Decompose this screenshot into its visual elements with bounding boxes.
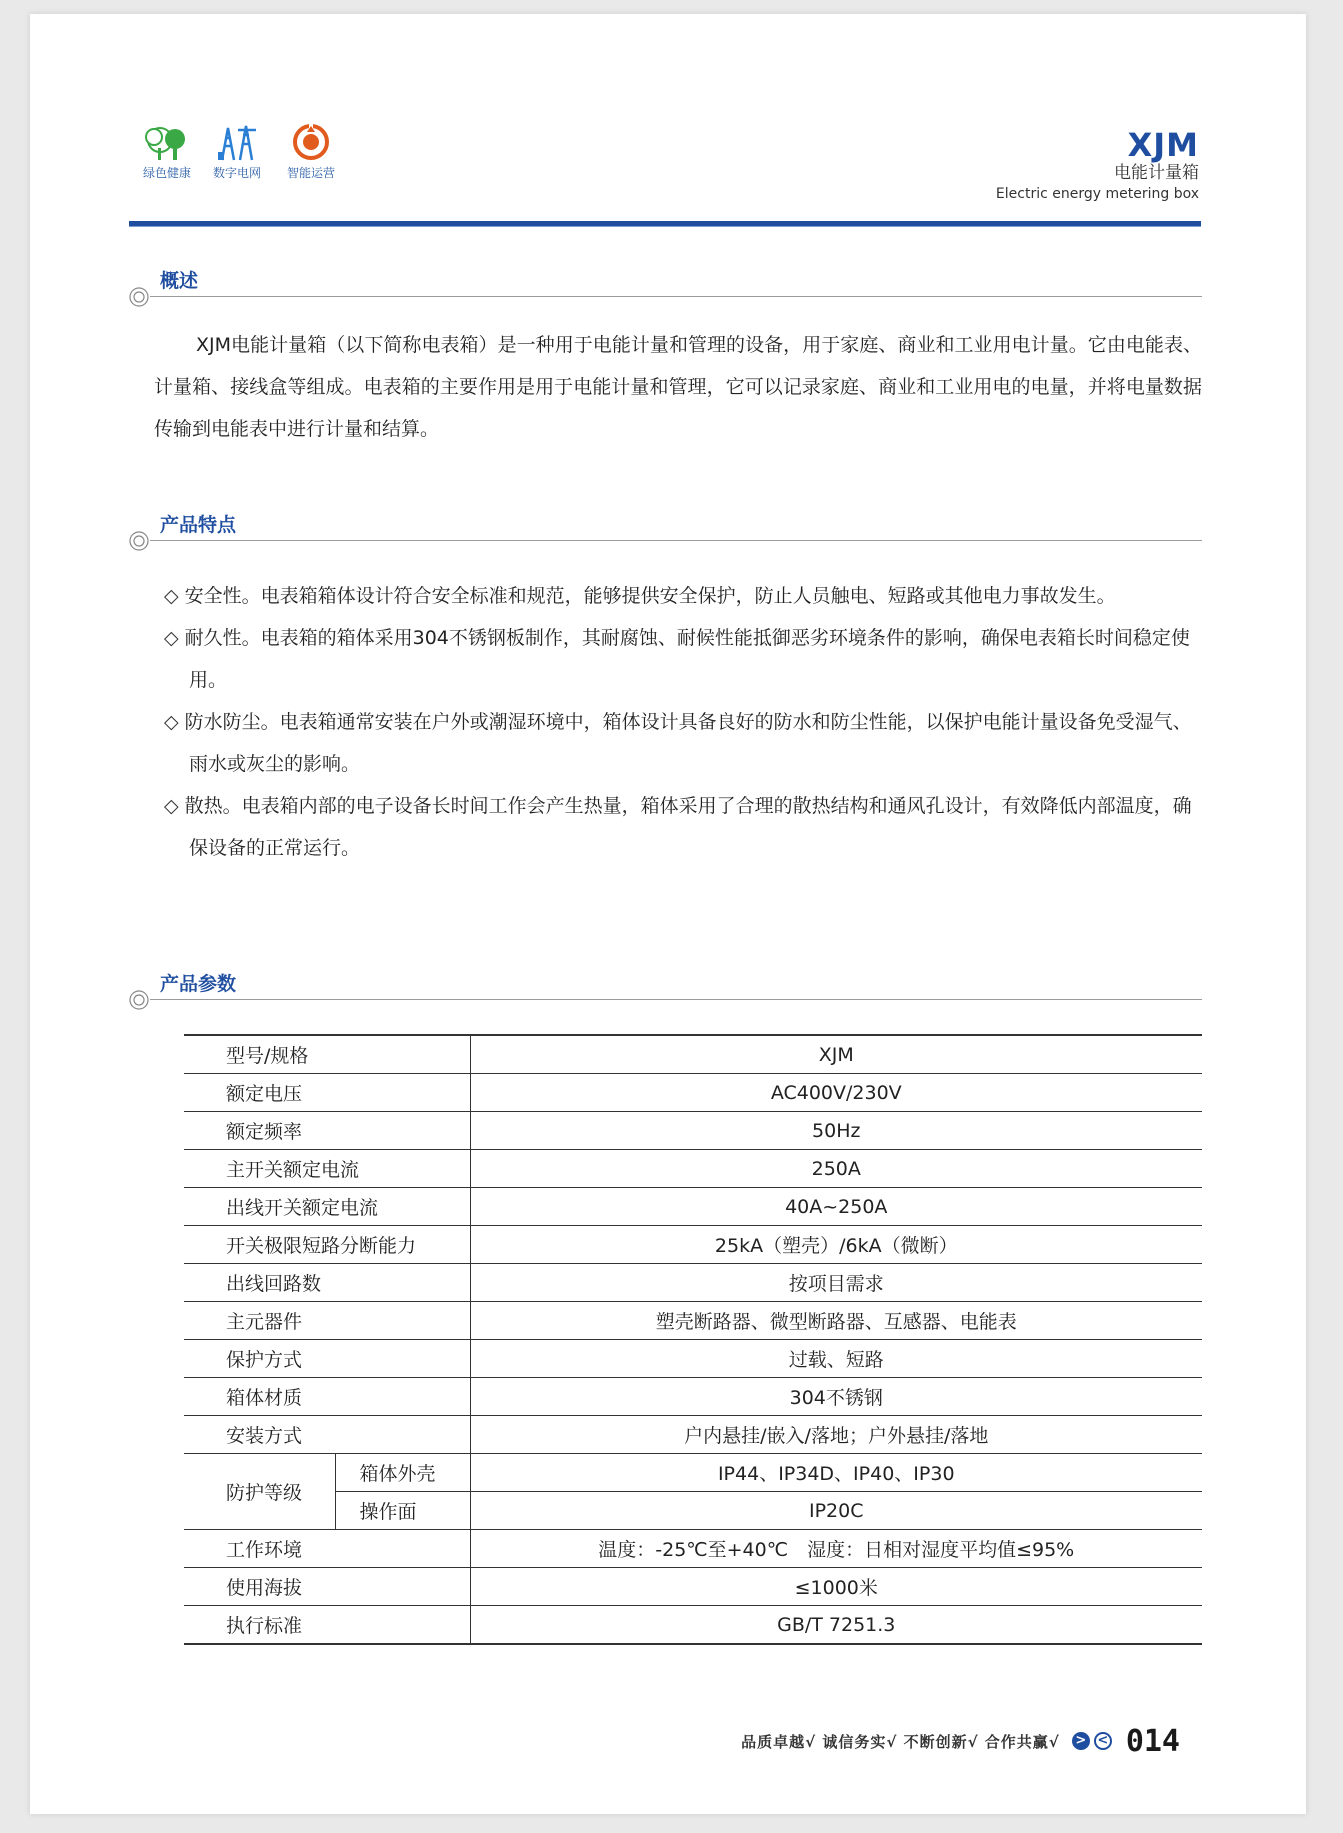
table-row	[184, 1416, 1202, 1454]
table-row	[184, 1454, 1202, 1492]
param-value: GB/T 7251.3	[470, 1606, 1202, 1645]
param-key: 执行标准	[184, 1606, 470, 1645]
param-key: 开关极限短路分断能力	[184, 1226, 470, 1264]
product-name-en: Electric energy metering box	[995, 186, 1199, 202]
tree-icon	[142, 122, 192, 162]
table-row	[184, 1302, 1202, 1340]
param-key: 型号/规格	[184, 1035, 470, 1074]
section-title: 概述	[160, 270, 199, 292]
table-row	[184, 1035, 1202, 1074]
product-brand	[996, 128, 1199, 204]
feature-item: ◇ 防水防尘。电表箱通常安装在户外或潮湿环境中，箱体设计具备良好的防水和防尘性能，以保护电能计量设备免受湿气、雨水或灰尘的影响。	[164, 711, 1192, 775]
page-footer	[741, 1721, 1180, 1761]
overview-heading	[128, 266, 1202, 306]
param-value: 按项目需求	[470, 1264, 1202, 1302]
circle-bullet-icon	[128, 530, 150, 552]
page-number: 014	[1125, 1723, 1180, 1759]
param-key: 安装方式	[184, 1416, 470, 1454]
param-key: 额定频率	[184, 1112, 470, 1150]
table-row	[184, 1606, 1202, 1645]
param-value: 过载、短路	[470, 1340, 1202, 1378]
circle-bullet-icon	[128, 989, 150, 1011]
param-key: 主元器件	[184, 1302, 470, 1340]
param-key: 主开关额定电流	[184, 1150, 470, 1188]
param-value: 50Hz	[470, 1112, 1202, 1150]
footer-motto: 品质卓越√ 诚信务实√ 不断创新√ 合作共赢√	[741, 1732, 1060, 1751]
param-value: 250A	[470, 1150, 1202, 1188]
param-value: 304不锈钢	[470, 1378, 1202, 1416]
param-key: 出线回路数	[184, 1264, 470, 1302]
section-rule	[150, 540, 1202, 541]
features-heading	[128, 510, 1202, 550]
table-row	[184, 1378, 1202, 1416]
feature-list	[160, 575, 1205, 869]
logo-smart-ops	[271, 122, 351, 181]
diamond-icon: ◇	[164, 711, 179, 733]
param-value: IP44、IP34D、IP40、IP30	[470, 1454, 1202, 1492]
param-value: 塑壳断路器、微型断路器、互感器、电能表	[470, 1302, 1202, 1340]
param-value: 40A~250A	[470, 1188, 1202, 1226]
table-row	[184, 1492, 1202, 1530]
param-value: XJM	[470, 1035, 1202, 1074]
params-heading	[128, 969, 1202, 1009]
logo-label: 数字电网	[212, 166, 261, 180]
table-row	[184, 1340, 1202, 1378]
diamond-icon: ◇	[164, 585, 179, 607]
param-key: 出线开关额定电流	[184, 1188, 470, 1226]
logo-label: 绿色健康	[142, 166, 191, 180]
table-row	[184, 1074, 1202, 1112]
header-rule-thin	[129, 226, 1201, 227]
table-row	[184, 1530, 1202, 1568]
param-subkey: 箱体外壳	[335, 1454, 470, 1492]
table-row	[184, 1188, 1202, 1226]
param-value: AC400V/230V	[470, 1074, 1202, 1112]
product-name-cn: 电能计量箱	[1114, 163, 1199, 183]
overview-text: XJM电能计量箱（以下简称电表箱）是一种用于电能计量和管理的设备，用于家庭、商业和工业用电计量。它由电能表、计量箱、接线盒等组成。电表箱的主要作用是用于电能计量和管理，它可以记录家庭、商业和工业用电的电量，并将电量数据传输到电能表中进行计量和结算。	[154, 334, 1202, 440]
param-value: ≤1000米	[470, 1568, 1202, 1606]
param-key: 保护方式	[184, 1340, 470, 1378]
feature-item: ◇ 耐久性。电表箱的箱体采用304不锈钢板制作，其耐腐蚀、耐候性能抵御恶劣环境条件的影响，确保电表箱长时间稳定使用。	[164, 627, 1190, 691]
param-key: 额定电压	[184, 1074, 470, 1112]
table-row	[184, 1112, 1202, 1150]
table-row	[184, 1568, 1202, 1606]
circle-bullet-icon	[128, 286, 150, 308]
param-value: 温度：-25℃至+40℃ 湿度：日相对湿度平均值≤95%	[470, 1530, 1202, 1568]
param-value: IP20C	[470, 1492, 1202, 1530]
next-page-button[interactable]: >	[1072, 1732, 1090, 1750]
logo-green-health	[127, 122, 207, 181]
param-key-protection: 防护等级	[184, 1454, 335, 1530]
param-key: 箱体材质	[184, 1378, 470, 1416]
diamond-icon: ◇	[164, 627, 179, 649]
section-title: 产品参数	[160, 973, 237, 995]
section-title: 产品特点	[160, 514, 237, 536]
param-key: 使用海拔	[184, 1568, 470, 1606]
param-subkey: 操作面	[335, 1492, 470, 1530]
param-value: 25kA（塑壳）/6kA（微断）	[470, 1226, 1202, 1264]
power-tower-icon	[212, 122, 262, 162]
param-value: 户内悬挂/嵌入/落地；户外悬挂/落地	[470, 1416, 1202, 1454]
table-row	[184, 1264, 1202, 1302]
param-key: 工作环境	[184, 1530, 470, 1568]
logo-label: 智能运营	[286, 166, 335, 180]
prev-page-button[interactable]: <	[1094, 1732, 1112, 1750]
logo-digital-grid	[197, 122, 277, 181]
smart-ops-icon	[286, 122, 336, 162]
feature-item: ◇ 散热。电表箱内部的电子设备长时间工作会产生热量，箱体采用了合理的散热结构和通风孔设计，有效降低内部温度，确保设备的正常运行。	[164, 795, 1192, 859]
diamond-icon: ◇	[164, 795, 179, 817]
page	[30, 14, 1306, 1814]
product-code: XJM	[1127, 126, 1199, 164]
section-rule	[150, 999, 1202, 1000]
section-rule	[150, 296, 1202, 297]
feature-item: ◇ 安全性。电表箱箱体设计符合安全标准和规范，能够提供安全保护，防止人员触电、短路或其他电力事故发生。	[164, 585, 1116, 607]
table-row	[184, 1150, 1202, 1188]
params-table	[184, 1034, 1202, 1645]
table-row	[184, 1226, 1202, 1264]
